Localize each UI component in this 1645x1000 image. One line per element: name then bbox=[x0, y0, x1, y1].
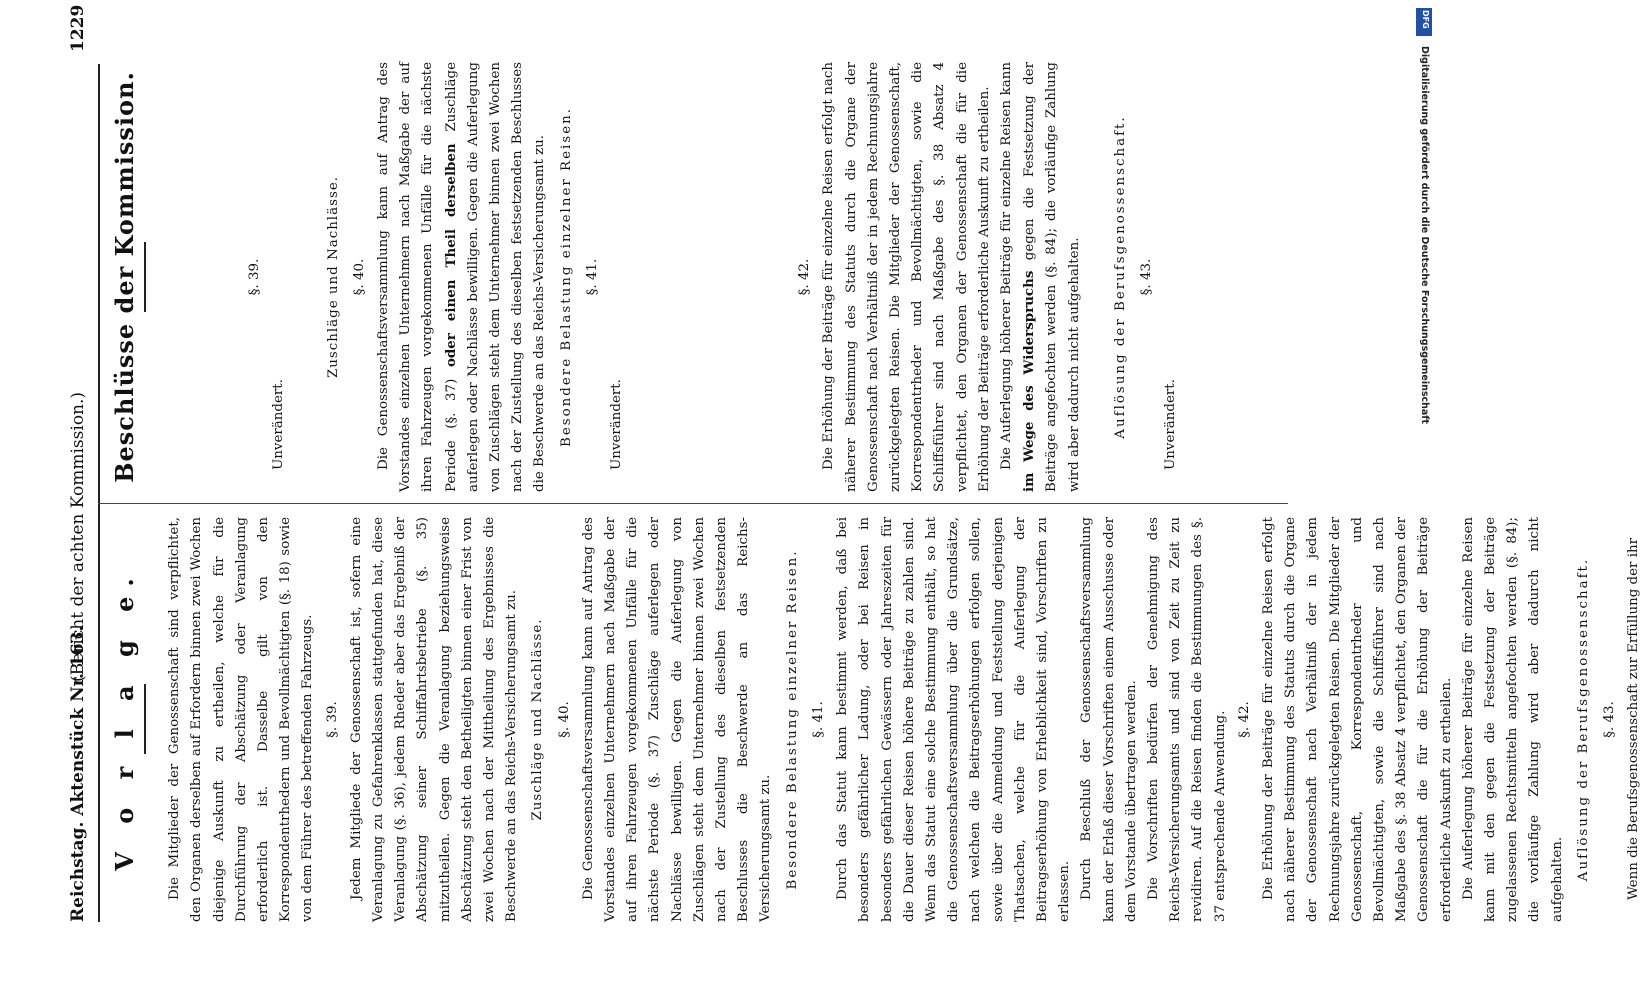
section-heading: Auflösung der Berufsgenossenschaft. bbox=[1112, 115, 1128, 439]
column-beschluesse bbox=[100, 62, 1191, 492]
section-number: §. 40. bbox=[556, 701, 572, 738]
amendment-emphasis: im Wege des Widerspruchs bbox=[1021, 270, 1038, 492]
paragraph: Die Mitglieder der Genossenschaft sind verpflichtet, den Organen derselben auf Erfordern binnen zwei Wochen diejenige Auskunft zu ertheilen, welche für die Durchführung der Abschätzung oder Veranlagung erforderlich ist. Dasselbe gilt von den Korrespondentrhedern und Bevollmächtigten (§. 18) sowie von dem Führer des betreffenden Fahrzeugs. bbox=[167, 517, 316, 922]
text-run: Die Genossenschaftsversammlung kann auf Antrag des Vorstandes einzelnen Unternehmern nach Maßgabe der auf ihren Fahrzeugen vorgekommenen Unfälle für die nächste Periode (§. 37) bbox=[376, 62, 459, 492]
column-separator bbox=[98, 503, 1288, 504]
amendment-emphasis: oder einen Theil derselben bbox=[442, 143, 459, 368]
paragraph: Die Erhöhung der Beiträge für einzelne Reisen erfolgt nach näherer Bestimmung des Statuts durch die Organe der Genossenschaft nach Verhältniß der in jedem Rechnungsjahre zurückgelegten Reisen. Die Mitglieder der Genossenschaft, Korrespondentrheder und Bevollmächtigten, sowie die Schiffsführer sind nach Maßgabe des §. 38 Absatz 4 verpflichtet, den Organen der Genossenschaft die für die Erhöhung der Beiträge erforderliche Auskunft zu ertheilen. bbox=[821, 62, 992, 492]
paragraph bbox=[996, 62, 1086, 492]
section-number: §. 41. bbox=[584, 258, 600, 296]
section-number: §. 41. bbox=[810, 701, 826, 738]
section-number: §. 39. bbox=[324, 701, 340, 738]
text-run: gegen die Festsetzung der Beiträge angefochten werden (§. 84); die vorläufige Zahlung wird aber dadurch nicht aufgehalten. bbox=[1022, 62, 1082, 492]
header-source: Reichstag. Aktenstück Nr. 163. bbox=[68, 625, 88, 922]
text-run: Zuschläge auferlegen oder Nachlässe bewilligen. Gegen die Auferlegung von Zuschlägen steht dem Unternehmer binnen zwei Wochen nach der Zustellung des dieselben festsetzenden Beschlusses die Beschwerde an das Reichs-Versicherungsamt zu. bbox=[443, 61, 548, 492]
column-vorlage bbox=[100, 517, 1645, 922]
paragraph: Die Vorschriften bedürfen der Genehmigung des Reichs-Versicherungsamts und sind von Zeit zu Zeit zu revidiren. Auf die Reisen finden die Bestimmungen des §. 37 entsprechende Anwendung. bbox=[1145, 517, 1228, 922]
section-number: §. 39. bbox=[247, 258, 263, 296]
title-beschluesse: Beschlüsse der Kommission. bbox=[110, 71, 139, 483]
paragraph: Durch das Statut kann bestimmt werden, daß bei besonders gefährlicher Ladung, oder bei Reisen in besonders gefährlichen Gewässern oder Jahreszeiten für die Dauer dieser Reisen höhere Beiträge zu zahlen sind. Wenn das Statut eine solche Bestimmung enthält, so hat die Genossenschaftsversammlung über die Grundsätze, nach welchen die Beitragserhöhungen erfolgen sollen, sowie über die Anmeldung und Feststellung derjenigen Thatsachen, welche für die Auferlegung der Beitragserhöhung von Erheblichkeit sind, Vorschriften zu erlassen. bbox=[835, 517, 1073, 922]
section-number: §. 40. bbox=[351, 258, 367, 296]
paragraph: Wenn die Berufsgenossenschaft zur Erfüllung der ihr bbox=[1626, 538, 1642, 900]
paragraph: Die Erhöhung der Beiträge für einzelne Reisen erfolgt nach näherer Bestimmung des Statuts durch die Organe der Genossenschaft nach Verhältniß der in jedem Rechnungsjahre zurückgelegten Reisen. Die Mitglieder der Genossenschaft, Korrespondentrheder und Bevollmächtigten, sowie die Schiffsführer sind nach Maßgabe des §. 38 Absatz 4 verpflichtet, den Organen der Genossenschaft die für die Erhöhung der Beiträge erforderliche Auskunft zu ertheilen. bbox=[1260, 517, 1454, 922]
title-rule bbox=[144, 685, 146, 755]
paragraph: Jedem Mitgliede der Genossenschaft ist, sofern eine Veranlagung zu Gefahrenklassen stattgefunden hat, diese Veranlagung (§. 36), jedem Rheder aber das Ergebniß der Abschätzung seiner Schiffahrtsbetriebe (§. 35) mitzutheilen. Gegen die Veranlagung beziehungsweise Abschätzung steht den Betheiligten binnen einer Frist von zwei Wochen nach der Mittheilung des Ergebnisses die Beschwerde an das Reichs-Versicherungsamt zu. bbox=[348, 517, 520, 922]
credit-text: Digitalisierung gefördert durch die Deutsche Forschungsgemeinschaft bbox=[1419, 46, 1430, 424]
section-number: §. 42. bbox=[1236, 701, 1252, 738]
title-vorlage: V o r l a g e. bbox=[110, 568, 139, 871]
paragraph: Die Auferlegung höherer Beiträge für einzelne Reisen kann mit den gegen die Festsetzung der Beiträge zugelassenen Rechtsmitteln angefochten werden (§. 84); die vorläufige Zahlung wird aber dadurch nicht aufgehalten. bbox=[1460, 517, 1565, 922]
header-report: (Bericht der achten Kommission.) bbox=[68, 391, 88, 682]
paragraph: Durch Beschluß der Genossenschaftsversammlung kann der Erlaß dieser Vorschriften einem Ausschusse oder dem Vorstande übertragen werden. bbox=[1079, 517, 1139, 922]
title-rule bbox=[144, 242, 146, 312]
section-number: §. 43. bbox=[1602, 701, 1617, 738]
dfg-logo: DFG bbox=[1416, 8, 1432, 36]
unchanged-note: Unverändert. bbox=[609, 379, 625, 470]
section-heading: Besondere Belastung einzelner Reisen. bbox=[558, 106, 574, 448]
section-number: §. 43. bbox=[1139, 258, 1155, 296]
paragraph bbox=[373, 62, 552, 492]
page-number: 1229 bbox=[68, 4, 88, 52]
text-run: Die Auferlegung höherer Beiträge für einzelne Reisen kann bbox=[999, 62, 1015, 470]
unchanged-note: Unverändert. bbox=[271, 379, 287, 470]
paragraph: Die Genossenschaftsversammlung kann auf Antrag des Vorstandes einzelnen Unternehmern nach Maßgabe der auf ihren Fahrzeugen vorgekommenen Unfälle für die nächste Periode (§. 37) Zuschläge auferlegen oder Nachlässe bewilligen. Gegen die Auferlegung von Zuschlägen steht dem Unternehmer binnen zwei Wochen nach der Zustellung des dieselben festsetzenden Beschlusses die Beschwerde an das Reichs-Versicherungsamt zu. bbox=[580, 517, 774, 922]
page-header bbox=[58, 0, 98, 922]
section-heading: Besondere Belastung einzelner Reisen. bbox=[784, 549, 800, 890]
section-number: §. 42. bbox=[797, 258, 813, 296]
unchanged-note: Unverändert. bbox=[1163, 379, 1179, 470]
section-heading: Zuschläge und Nachlässe. bbox=[530, 618, 546, 821]
section-heading: Zuschläge und Nachlässe. bbox=[325, 175, 341, 379]
section-heading: Auflösung der Berufsgenossenschaft. bbox=[1575, 557, 1591, 882]
